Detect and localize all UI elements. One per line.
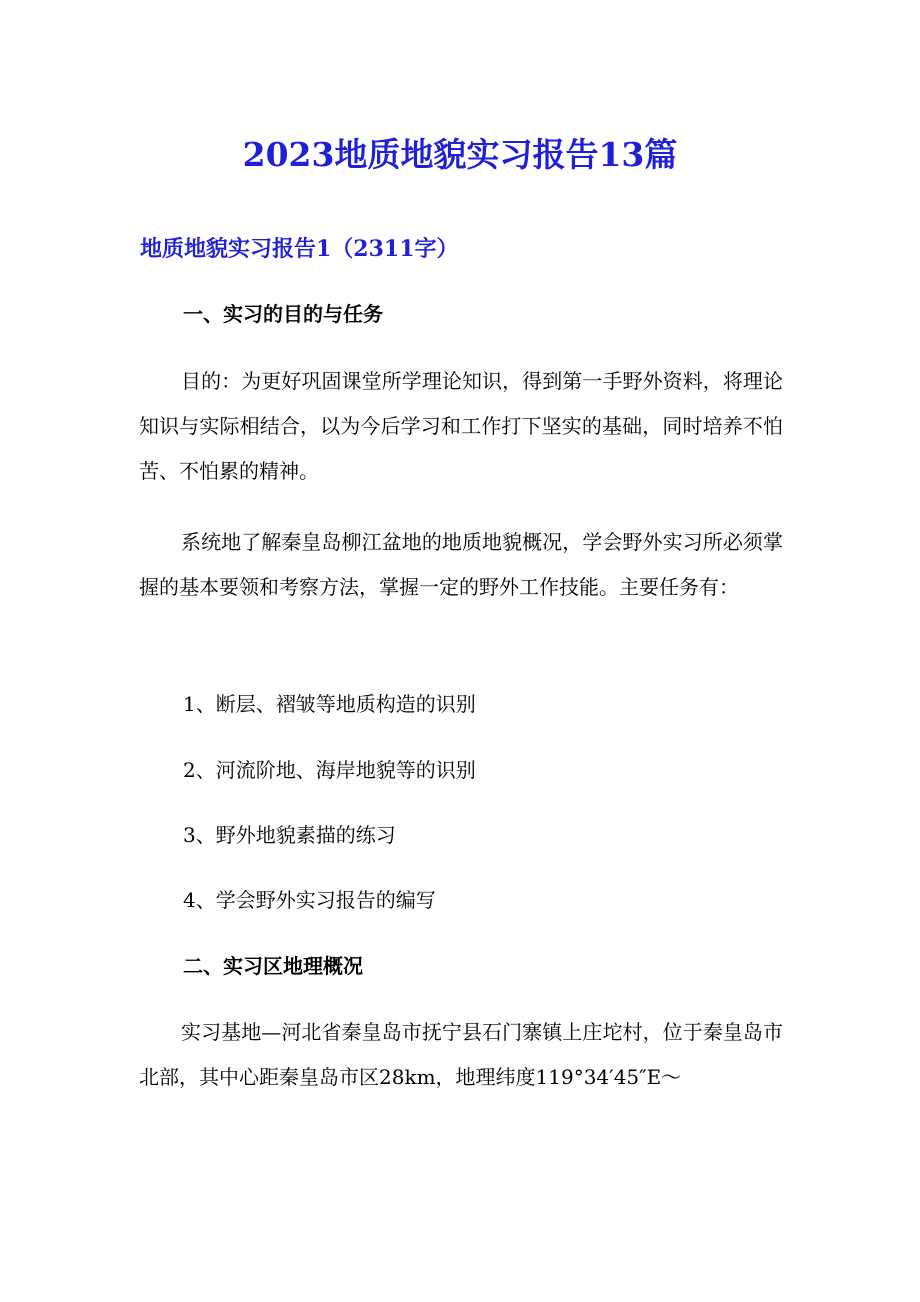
paragraph-location: 实习基地—河北省秦皇岛市抚宁县石门寨镇上庄坨村，位于秦皇岛市北部，其中心距秦皇岛市区28km，地理纬度119°34′45″E～ <box>139 1020 783 1089</box>
report-subtitle: 地质地貌实习报告1（2311字） <box>140 236 459 262</box>
section-heading-purpose: 一、实习的目的与任务 <box>183 302 383 326</box>
task-item: 4、学会野外实习报告的编写 <box>183 888 436 912</box>
task-item: 2、河流阶地、海岸地貌等的识别 <box>183 758 476 782</box>
section-heading-geography: 二、实习区地理概况 <box>183 954 363 978</box>
document-title: 2023地质地貌实习报告13篇 <box>242 135 678 174</box>
task-item: 3、野外地貌素描的练习 <box>183 823 396 847</box>
task-item: 1、断层、褶皱等地质构造的识别 <box>183 692 476 716</box>
paragraph-purpose: 目的：为更好巩固课堂所学理论知识，得到第一手野外资料，将理论知识与实际相结合，以为今后学习和工作打下坚实的基础，同时培养不怕苦、不怕累的精神。 <box>139 369 783 483</box>
paragraph-tasks: 系统地了解秦皇岛柳江盆地的地质地貌概况，学会野外实习所必须掌握的基本要领和考察方法，掌握一定的野外工作技能。主要任务有： <box>139 530 783 599</box>
